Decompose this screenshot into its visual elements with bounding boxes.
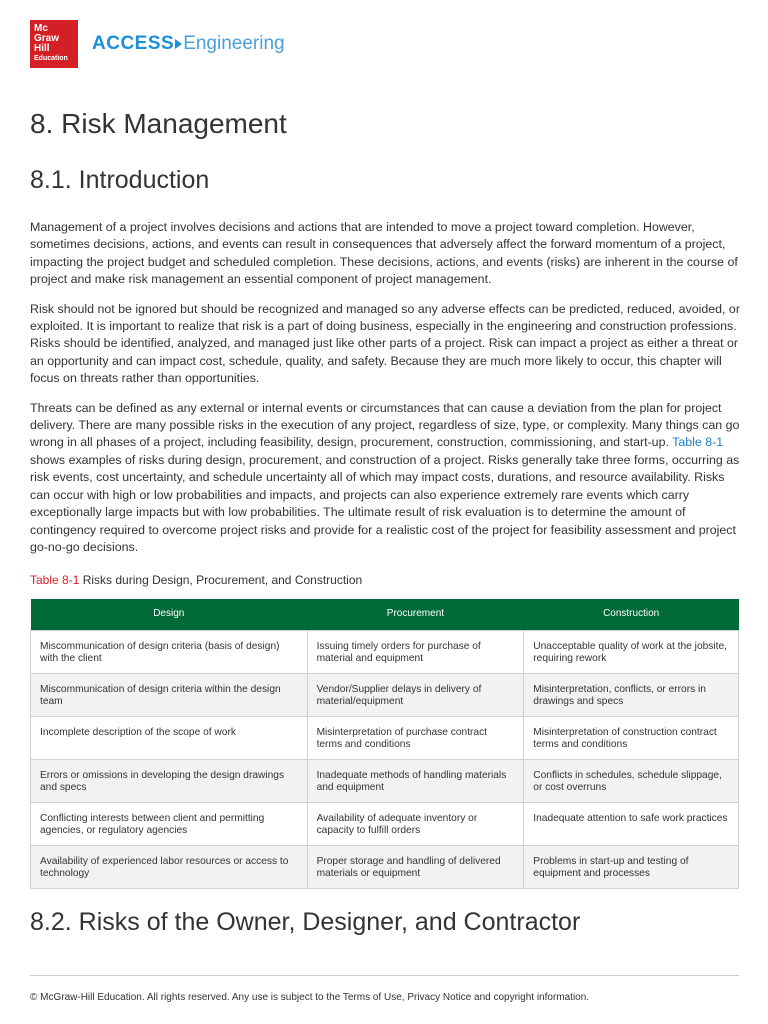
paragraph: Management of a project involves decisions and actions that are intended to move a project toward completion. However, sometimes decisions, actions, and events can result in consequences that adversely affect the forward momentum of a project, impacting the project budget and scheduled completion. These decisions, actions, and events (risks) are inherent in the course of project and make risk management an essential component of project management. <box>30 220 738 287</box>
table-8-1-link[interactable]: Table 8-1 <box>672 435 724 450</box>
logo-line: Graw <box>34 33 60 44</box>
column-header-procurement: Procurement <box>307 599 524 630</box>
table-cell: Unacceptable quality of work at the jobsite, requiring rework <box>524 630 739 673</box>
chapter-title: 8. Risk Management <box>30 108 287 139</box>
paragraph-text: shows examples of risks during design, procurement, and construction of a project. Risks generally take three forms, occurring as risk events, cost uncertainty, and schedule uncertainty all of which may impact costs, durations, and resource availability. Risks can occur with high or low probabilities and impacts, and projects can also experience extremely rare events which carry exceptionally large impacts but with low probabilities. The ultimate result of risk evaluation is to determine the amount of contingency required to overcome project risks and provide for a realistic cost of the project for feasibility assessment and project go-no-go decisions. <box>30 452 740 554</box>
column-header-design: Design <box>31 599 308 630</box>
table-cell: Incomplete description of the scope of work <box>31 716 308 759</box>
table-cell: Miscommunication of design criteria within the design team <box>31 673 308 716</box>
logo-line: Mc <box>34 23 48 34</box>
column-header-construction: Construction <box>524 599 739 630</box>
paragraph <box>30 400 740 557</box>
table-cell: Misinterpretation of construction contract terms and conditions <box>524 716 739 759</box>
table-row <box>31 845 739 888</box>
table-cell: Misinterpretation, conflicts, or errors in drawings and specs <box>524 673 739 716</box>
table-cell: Vendor/Supplier delays in delivery of material/equipment <box>307 673 524 716</box>
table-cell: Errors or omissions in developing the design drawings and specs <box>31 759 308 802</box>
table-caption <box>30 573 362 587</box>
table-cell: Conflicts in schedules, schedule slippage, or cost overruns <box>524 759 739 802</box>
table-row <box>31 716 739 759</box>
table-cell: Misinterpretation of purchase contract terms and conditions <box>307 716 524 759</box>
site-header <box>30 20 285 68</box>
section-title-introduction: 8.1. Introduction <box>30 166 210 194</box>
table-cell: Problems in start-up and testing of equipment and processes <box>524 845 739 888</box>
risk-table <box>30 599 739 889</box>
section-title-risks: 8.2. Risks of the Owner, Designer, and Contractor <box>30 908 581 936</box>
table-number: Table 8-1 <box>30 573 80 587</box>
table-cell: Availability of adequate inventory or capacity to fulfill orders <box>307 802 524 845</box>
table-row <box>31 673 739 716</box>
access-engineering-logo[interactable] <box>92 33 285 55</box>
table-cell: Issuing timely orders for purchase of material and equipment <box>307 630 524 673</box>
copyright-footer: © McGraw-Hill Education. All rights reserved. Any use is subject to the Terms of Use, Privacy Notice and copyright information. <box>30 992 590 1003</box>
table-row <box>31 630 739 673</box>
paragraph-text: Threats can be defined as any external or internal events or circumstances that can cause a deviation from the plan for project delivery. There are many possible risks in the execution of any project, regardless of size, type, or complexity. Many things can go wrong in all phases of a project, including feasibility, design, procurement, construction, commissioning, and start-up. <box>30 400 740 450</box>
mcgraw-hill-logo[interactable] <box>30 20 78 68</box>
table-cell: Conflicting interests between client and permitting agencies, or regulatory agencies <box>31 802 308 845</box>
table-title: Risks during Design, Procurement, and Construction <box>82 573 363 587</box>
logo-line: Hill <box>34 43 50 54</box>
logo-line: Education <box>34 55 68 62</box>
table-row <box>31 759 739 802</box>
arrow-icon <box>175 39 182 49</box>
table-cell: Proper storage and handling of delivered materials or equipment <box>307 845 524 888</box>
brand-engineering-text: Engineering <box>183 33 285 54</box>
table-cell: Inadequate attention to safe work practices <box>524 802 739 845</box>
table-header-row <box>31 599 739 630</box>
table-cell: Inadequate methods of handling materials and equipment <box>307 759 524 802</box>
table-row <box>31 802 739 845</box>
table-cell: Availability of experienced labor resources or access to technology <box>31 845 308 888</box>
table-cell: Miscommunication of design criteria (basis of design) with the client <box>31 630 308 673</box>
intro-body <box>30 219 740 568</box>
paragraph: Risk should not be ignored but should be recognized and managed so any adverse effects can be predicted, reduced, avoided, or exploited. It is important to realize that risk is a part of doing business, especially in the engineering and construction professions. Risks should be identified, analyzed, and managed just like other parts of a project. Risk can impact a project as either a threat or an opportunity and can impact cost, schedule, quality, and safety. Because they are much more likely to occur, this chapter will focus on threats rather than opportunities. <box>30 301 740 386</box>
footer-divider <box>30 975 739 976</box>
brand-access-text: ACCESS <box>92 33 175 54</box>
